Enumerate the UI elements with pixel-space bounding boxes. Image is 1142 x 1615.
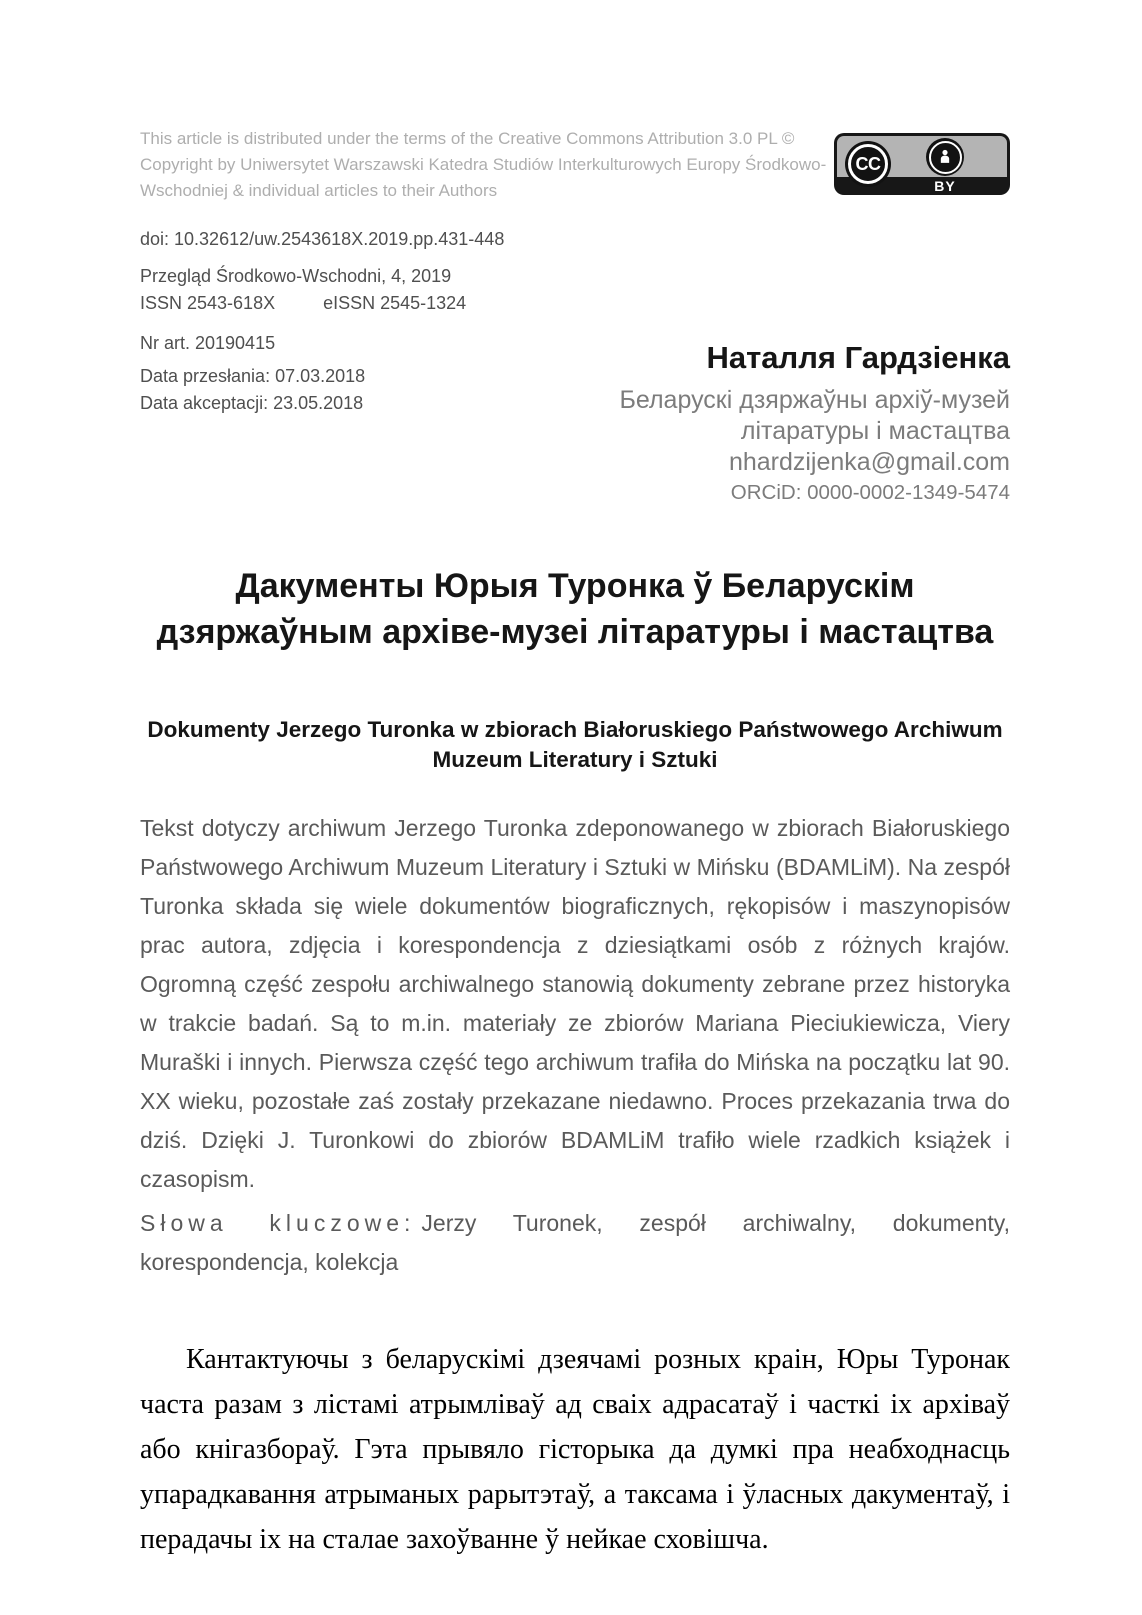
article-title-polish [140, 715, 1010, 775]
attribution-person-icon [926, 138, 964, 176]
doi-text: doi: 10.32612/uw.2543618X.2019.pp.431-448 [140, 229, 505, 249]
cc-logo-icon [845, 141, 891, 187]
keywords-text: Jerzy Turonek, zespół archiwalny, dokumenty, korespondencja, kolekcja [140, 1210, 1010, 1275]
article-title-belarusian [140, 563, 1010, 655]
article-title-be-line2: дзяржаўным архіве-музеі літаратуры і мастацтва [156, 613, 994, 651]
article-title-pl-line2: Muzeum Literatury i Sztuki [432, 747, 718, 772]
date-submitted: Data przesłania: 07.03.2018 [140, 366, 366, 386]
author-affiliation-line1: Беларускі дзяржаўны архіў-музей [619, 386, 1010, 414]
author-details [619, 385, 1010, 478]
journal-info [140, 263, 1010, 317]
eissn-text: eISSN 2545-1324 [323, 293, 467, 313]
abstract-text: Tekst dotyczy archiwum Jerzego Turonka zdeponowanego w zbiorach Białoruskiego Państwowego Archiwum Muzeum Literatury i Sztuki w Mińsku (BDAMLiM). Na zespół Turonka składa się wiele dokumentów biograficznych, rękopisów i maszynopisów prac autora, zdjęcia i korespondencja z dziesiątkami osób z różnych krajów. Ogromną część zespołu archiwalnego stanowią dokumenty zebrane przez historyka w trakcie badań. Są to m.in. materiały ze zbiorów Mariana Pieciukiewicza, Viery Muraški i innych. Pierwsza część tego archiwum trafiła do Mińska na początku lat 90. XX wieku, pozostałe zaś zostały przekazane niedawno. Proces przekazania trwa do dziś. Dzięki J. Turonkowi do zbiorów BDAMLiM trafiło wiele rzadkich książek i czasopism. [140, 815, 1010, 1192]
issn-text: ISSN 2543-618X [140, 293, 276, 313]
by-label: BY [934, 178, 956, 194]
cc-logo-label: CC [855, 153, 881, 174]
article-number: Nr art. 20190415 [140, 333, 276, 353]
body-paragraph: Кантактуючы з беларускімі дзеячамі розных краін, Юры Туронак часта разам з лістамі атрымліваў ад сваіх адрасатаў і часткі іх архіваў або кнігазбораў. Гэта прывяло гісторыка да думкі пра неабходнасць упарадкавання атрыманых рарытэтаў, а таксама і ўласных дакументаў, і перадачы іх на сталае захоўванне ў нейкае сховішча. [140, 1344, 1010, 1555]
article-title-pl-line1: Dokumenty Jerzego Turonka w zbiorach Białoruskiego Państwowego Archiwum [147, 717, 1003, 742]
author-orcid: ORCiD: 0000-0002-1349-5474 [730, 481, 1010, 504]
license-text: This article is distributed under the terms of the Creative Commons Attribution 3.0 PL © Copyright by Uniwersytet Warszawski Katedra Studiów Interkulturowych Europy Środkowo-Wschodniej & individual articles to their Authors [140, 129, 827, 200]
page-content [140, 0, 1010, 1562]
article-title-be-line1: Дакументы Юрыя Туронка ў Беларускім [235, 567, 915, 605]
keywords-label: Słowa kluczowe: [140, 1210, 416, 1236]
cc-by-badge [834, 133, 1010, 195]
author-name: Наталля Гардзіенка [706, 340, 1010, 375]
date-accepted: Data akceptacji: 23.05.2018 [140, 393, 364, 413]
header-row [140, 126, 1010, 204]
issn-row [140, 290, 1010, 317]
author-block [619, 340, 1010, 505]
keywords-paragraph [140, 1204, 1010, 1282]
author-email: nhardzijenka@gmail.com [728, 448, 1010, 476]
author-affiliation-line2: літаратуры і мастацтва [740, 417, 1010, 445]
journal-title: Przegląd Środkowo-Wschodni, 4, 2019 [140, 266, 452, 286]
